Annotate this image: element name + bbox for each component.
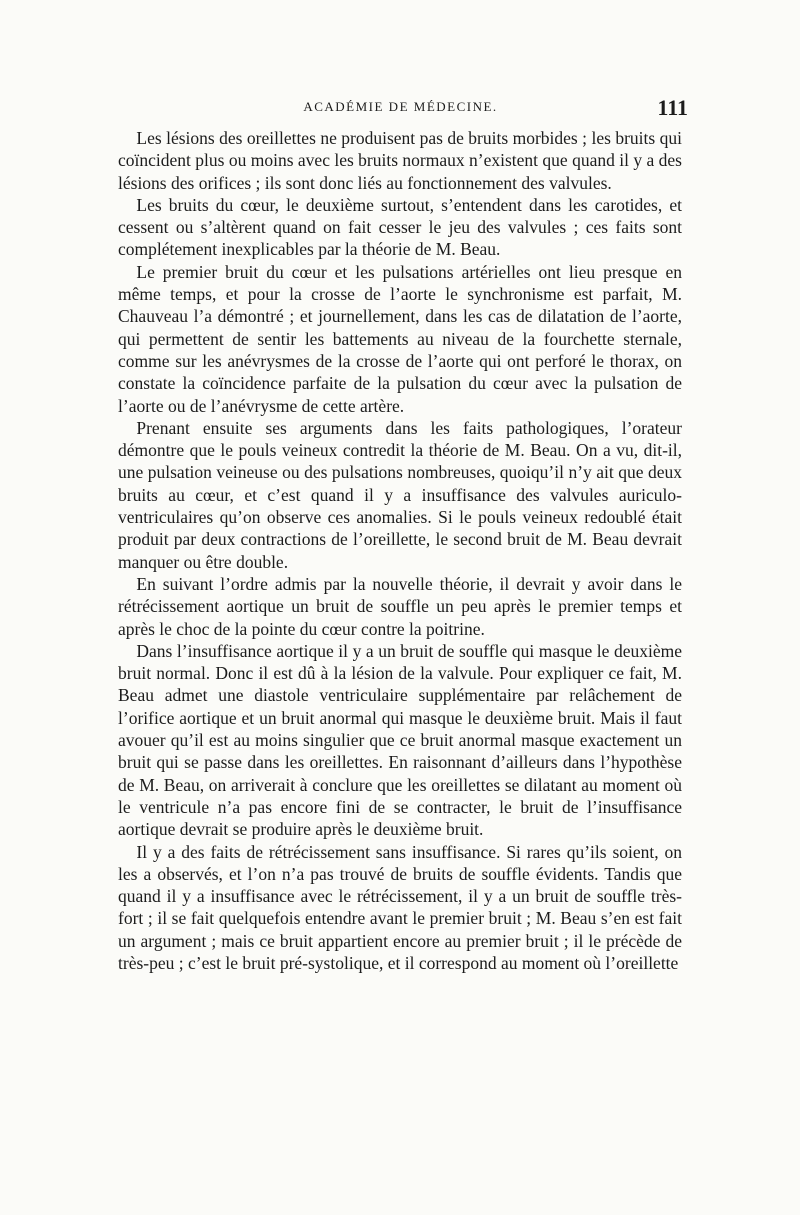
paragraph: Il y a des faits de rétrécissement sans insuffisance. Si rares qu’ils soient, on les a observés, et l’on n’a pas trouvé de bruits de souffle évidents. Tandis que quand il y a insuffisance avec le rétrécissement, il y a un bruit de souffle très-fort ; il se fait quelquefois entendre avant le premier bruit ; M. Beau s’en est fait un argument ; mais ce bruit appartient encore au premier bruit ; il le précède de très-peu ; c’est le bruit pré-systolique, et il correspond au moment où l’oreillette	[118, 841, 682, 973]
header-title: ACADÉMIE DE MÉDECINE.	[303, 99, 498, 114]
paragraph: Dans l’insuffisance aortique il y a un bruit de souffle qui masque le deuxième bruit normal. Donc il est dû à la lésion de la valvule. Pour expliquer ce fait, M. Beau admet une diastole ventriculaire supplémentaire par relâchement de l’orifice aortique et un bruit anormal qui masque le deuxième bruit. Mais il faut avouer qu’il est au moins singulier que ce bruit anormal masque exactement un bruit qui se passe dans les oreillettes. En raisonnant d’ailleurs dans l’hypothèse de M. Beau, on arriverait à conclure que les oreillettes se dilatant au moment où le ventricule n’a pas encore fini de se contracter, le bruit de l’insuffisance aortique devrait se produire après le deuxième bruit.	[118, 640, 682, 840]
paragraph: Les bruits du cœur, le deuxième surtout, s’entendent dans les carotides, et cessent ou s’altèrent quand on fait cesser le jeu des valvules ; ces faits sont complétement inexplicables par la théorie de M. Beau.	[118, 194, 682, 260]
paragraph: Le premier bruit du cœur et les pulsations artérielles ont lieu presque en même temps, et pour la crosse de l’aorte le synchronisme est parfait, M. Chauveau l’a démontré ; et journellement, dans les cas de dilatation de l’aorte, qui permettent de sentir les battements au niveau de la fourchette sternale, comme sur les anévrysmes de la crosse de l’aorte qui ont perforé le thorax, on constate la coïncidence parfaite de la pulsation du cœur avec la pulsation de l’aorte ou de l’anévrysme de cette artère.	[118, 261, 682, 416]
page-number: 111	[657, 95, 688, 120]
running-header	[118, 95, 688, 123]
paragraph: Prenant ensuite ses arguments dans les faits pathologiques, l’orateur démontre que le pouls veineux contredit la théorie de M. Beau. On a vu, dit-il, une pulsation veineuse ou des pulsations nombreuses, quoiqu’il n’y ait que deux bruits au cœur, et c’est quand il y a insuffisance des valvules auriculo-ventriculaires qu’on observe ces anomalies. Si le pouls veineux redoublé était produit par deux contractions de l’oreillette, le second bruit de M. Beau devrait manquer ou être double.	[118, 417, 682, 572]
body-text	[118, 127, 682, 974]
paragraph: En suivant l’ordre admis par la nouvelle théorie, il devrait y avoir dans le rétrécissement aortique un bruit de souffle un peu après le premier temps et après le choc de la pointe du cœur contre la poitrine.	[118, 573, 682, 639]
paragraph: Les lésions des oreillettes ne produisent pas de bruits morbides ; les bruits qui coïncident plus ou moins avec les bruits normaux n’existent que quand il y a des lésions des orifices ; ils sont donc liés au fonctionnement des valvules.	[118, 128, 682, 193]
